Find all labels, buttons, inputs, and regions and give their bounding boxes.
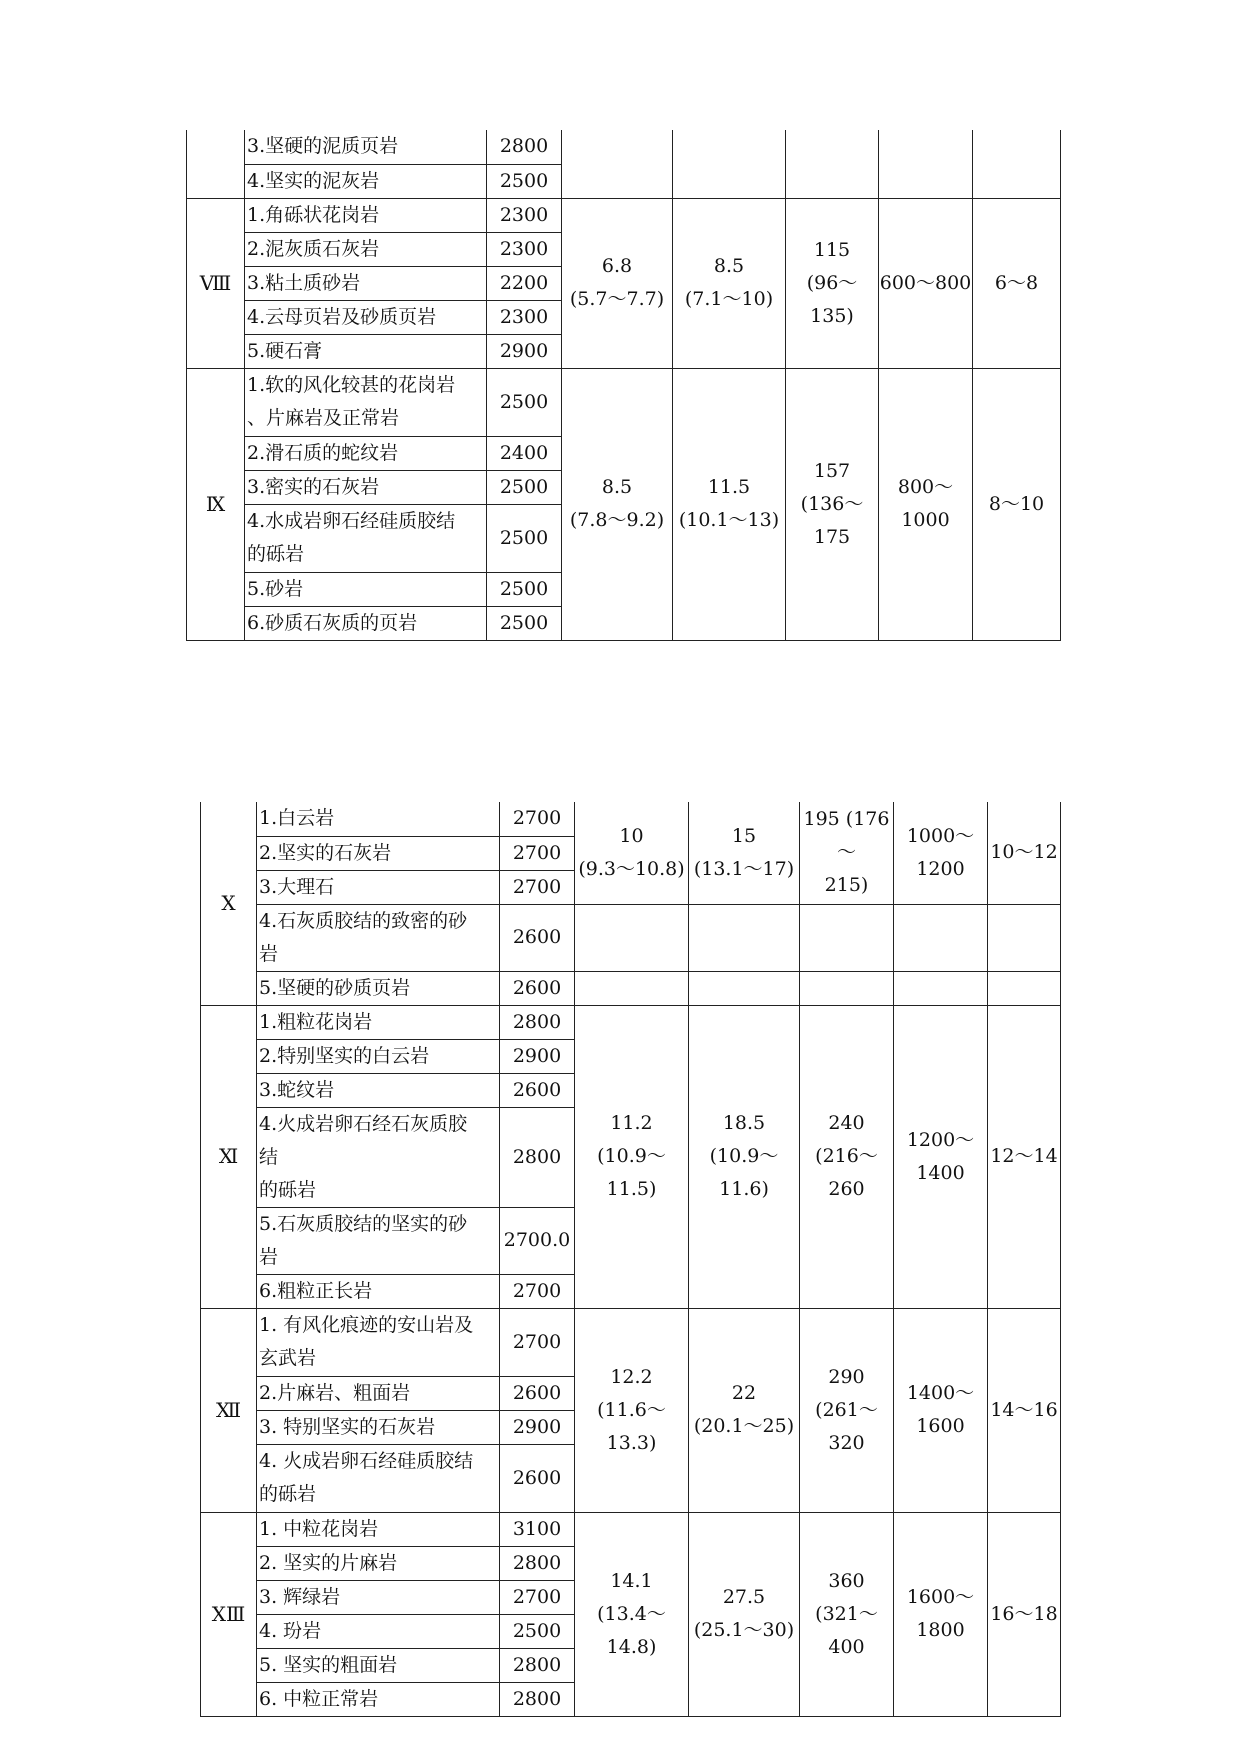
density-value: 2300 — [487, 300, 562, 334]
value-col-5: 8～10 — [973, 368, 1061, 640]
density-value: 2500 — [487, 368, 562, 436]
value-col-4: 1400～ 1600 — [894, 1308, 988, 1512]
rock-name: 4.坚实的泥灰岩 — [245, 164, 487, 198]
blank-cell — [988, 971, 1061, 1005]
rock-name: 3. 特别坚实的石灰岩 — [257, 1410, 500, 1444]
density-value: 2300 — [487, 232, 562, 266]
rock-name: 4. 玢岩 — [257, 1614, 500, 1648]
rock-name: 1.粗粒花岗岩 — [257, 1005, 500, 1039]
value-col-3: 195 (176～ 215) — [800, 802, 894, 904]
rock-name: 2.泥灰质石灰岩 — [245, 232, 487, 266]
density-value: 2800 — [500, 1546, 575, 1580]
rock-class-label: Ⅸ — [187, 368, 245, 640]
rock-classification-table-part-2 — [200, 802, 1061, 1717]
density-value: 2200 — [487, 266, 562, 300]
density-value: 3100 — [500, 1512, 575, 1546]
value-col-4: 800～ 1000 — [879, 368, 973, 640]
rock-name: 3.坚硬的泥质页岩 — [245, 130, 487, 164]
density-value: 2800 — [500, 1682, 575, 1716]
value-col-4: 600～800 — [879, 198, 973, 368]
density-value: 2400 — [487, 436, 562, 470]
table-row — [201, 904, 1061, 971]
table-row — [187, 130, 1061, 164]
blank-cell — [800, 904, 894, 971]
rock-name: 2.特别坚实的白云岩 — [257, 1039, 500, 1073]
value-col-1: 14.1 (13.4～14.8) — [575, 1512, 689, 1716]
table-row — [201, 1512, 1061, 1546]
value-col-1: 8.5 (7.8～9.2) — [562, 368, 673, 640]
rock-name: 2. 坚实的片麻岩 — [257, 1546, 500, 1580]
density-value: 2700 — [500, 836, 575, 870]
rock-classification-table-part-1 — [186, 130, 1061, 641]
value-col-3: 157 (136～175 — [786, 368, 879, 640]
rock-class-label: Ⅺ — [201, 1005, 257, 1308]
rock-name: 1. 有风化痕迹的安山岩及 玄武岩 — [257, 1308, 500, 1376]
rock-name: 3.大理石 — [257, 870, 500, 904]
value-col-2: 27.5 (25.1～30) — [689, 1512, 800, 1716]
value-col-2: 8.5 (7.1～10) — [673, 198, 786, 368]
table-row — [187, 368, 1061, 436]
rock-name: 1.软的风化较甚的花岗岩 、片麻岩及正常岩 — [245, 368, 487, 436]
rock-class-label: Ⅷ — [187, 198, 245, 368]
density-value: 2900 — [487, 334, 562, 368]
density-value: 2800 — [500, 1648, 575, 1682]
density-value: 2600 — [500, 1444, 575, 1512]
blank-cell — [800, 971, 894, 1005]
rock-name: 6.砂质石灰质的页岩 — [245, 606, 487, 640]
table-row — [201, 802, 1061, 836]
rock-name: 2.滑石质的蛇纹岩 — [245, 436, 487, 470]
blank-cell — [575, 971, 689, 1005]
density-value: 2500 — [500, 1614, 575, 1648]
value-col-1: 6.8 (5.7～7.7) — [562, 198, 673, 368]
rock-name: 5.坚硬的砂质页岩 — [257, 971, 500, 1005]
table-row — [201, 971, 1061, 1005]
rock-name: 6.粗粒正长岩 — [257, 1274, 500, 1308]
density-value: 2900 — [500, 1410, 575, 1444]
density-value: 2600 — [500, 904, 575, 971]
rock-name: 3.密实的石灰岩 — [245, 470, 487, 504]
density-value: 2800 — [487, 130, 562, 164]
density-value: 2800 — [500, 1107, 575, 1207]
density-value: 2300 — [487, 198, 562, 232]
blank-cell — [689, 904, 800, 971]
value-col-5: 12～14 — [988, 1005, 1061, 1308]
density-value: 2500 — [487, 606, 562, 640]
value-col-3: 290 (261～320 — [800, 1308, 894, 1512]
rock-name: 5.石灰质胶结的坚实的砂 岩 — [257, 1207, 500, 1274]
density-value: 2500 — [487, 504, 562, 572]
rock-name: 4.云母页岩及砂质页岩 — [245, 300, 487, 334]
value-col-5: 6～8 — [973, 198, 1061, 368]
rock-class-label: Ⅹ — [201, 802, 257, 1005]
density-value: 2500 — [487, 470, 562, 504]
rock-name: 5.砂岩 — [245, 572, 487, 606]
table-row — [201, 1005, 1061, 1039]
rock-name: 1.角砾状花岗岩 — [245, 198, 487, 232]
blank-cell — [894, 971, 988, 1005]
rock-name: 5.硬石膏 — [245, 334, 487, 368]
value-col-1: 11.2 (10.9～11.5) — [575, 1005, 689, 1308]
value-col-2: 18.5 (10.9～11.6) — [689, 1005, 800, 1308]
rock-name: 4.火成岩卵石经石灰质胶 结 的砾岩 — [257, 1107, 500, 1207]
density-value: 2700 — [500, 1580, 575, 1614]
rock-class-label: Ⅻ — [201, 1308, 257, 1512]
density-value: 2700 — [500, 870, 575, 904]
density-value: 2700 — [500, 802, 575, 836]
value-col-4: 1000～ 1200 — [894, 802, 988, 904]
value-col-2: 22 (20.1～25) — [689, 1308, 800, 1512]
value-col-4: 1200～ 1400 — [894, 1005, 988, 1308]
value-col-3: 360 (321～400 — [800, 1512, 894, 1716]
density-value: 2800 — [500, 1005, 575, 1039]
blank-cell — [562, 130, 673, 198]
blank-cell — [673, 130, 786, 198]
density-value: 2500 — [487, 572, 562, 606]
value-col-5: 10～12 — [988, 802, 1061, 904]
blank-cell — [894, 904, 988, 971]
rock-name: 4. 火成岩卵石经硅质胶结 的砾岩 — [257, 1444, 500, 1512]
value-col-1: 12.2 (11.6～13.3) — [575, 1308, 689, 1512]
rock-name: 4.水成岩卵石经硅质胶结 的砾岩 — [245, 504, 487, 572]
rock-name: 6. 中粒正常岩 — [257, 1682, 500, 1716]
rock-name: 3.蛇纹岩 — [257, 1073, 500, 1107]
density-value: 2700 — [500, 1274, 575, 1308]
value-col-3: 240 (216～260 — [800, 1005, 894, 1308]
rock-class-label: ⅩⅢ — [201, 1512, 257, 1716]
rock-name: 1. 中粒花岗岩 — [257, 1512, 500, 1546]
blank-cell — [973, 130, 1061, 198]
density-value: 2600 — [500, 1376, 575, 1410]
density-value: 2600 — [500, 1073, 575, 1107]
value-col-5: 16～18 — [988, 1512, 1061, 1716]
rock-name: 3. 辉绿岩 — [257, 1580, 500, 1614]
blank-cell — [786, 130, 879, 198]
blank-cell — [988, 904, 1061, 971]
density-value: 2700.0 — [500, 1207, 575, 1274]
value-col-1: 10 (9.3～10.8) — [575, 802, 689, 904]
value-col-3: 115 (96～135) — [786, 198, 879, 368]
rock-name: 2.片麻岩、粗面岩 — [257, 1376, 500, 1410]
value-col-2: 11.5 (10.1～13) — [673, 368, 786, 640]
rock-name: 1.白云岩 — [257, 802, 500, 836]
table-row — [187, 198, 1061, 232]
blank-cell — [879, 130, 973, 198]
density-value: 2600 — [500, 971, 575, 1005]
blank-cell — [689, 971, 800, 1005]
class-cell — [187, 130, 245, 198]
rock-name: 3.粘土质砂岩 — [245, 266, 487, 300]
rock-name: 4.石灰质胶结的致密的砂 岩 — [257, 904, 500, 971]
value-col-4: 1600～ 1800 — [894, 1512, 988, 1716]
rock-name: 2.坚实的石灰岩 — [257, 836, 500, 870]
density-value: 2500 — [487, 164, 562, 198]
value-col-5: 14～16 — [988, 1308, 1061, 1512]
rock-name: 5. 坚实的粗面岩 — [257, 1648, 500, 1682]
density-value: 2900 — [500, 1039, 575, 1073]
density-value: 2700 — [500, 1308, 575, 1376]
blank-cell — [575, 904, 689, 971]
table-row — [201, 1308, 1061, 1376]
value-col-2: 15 (13.1～17) — [689, 802, 800, 904]
